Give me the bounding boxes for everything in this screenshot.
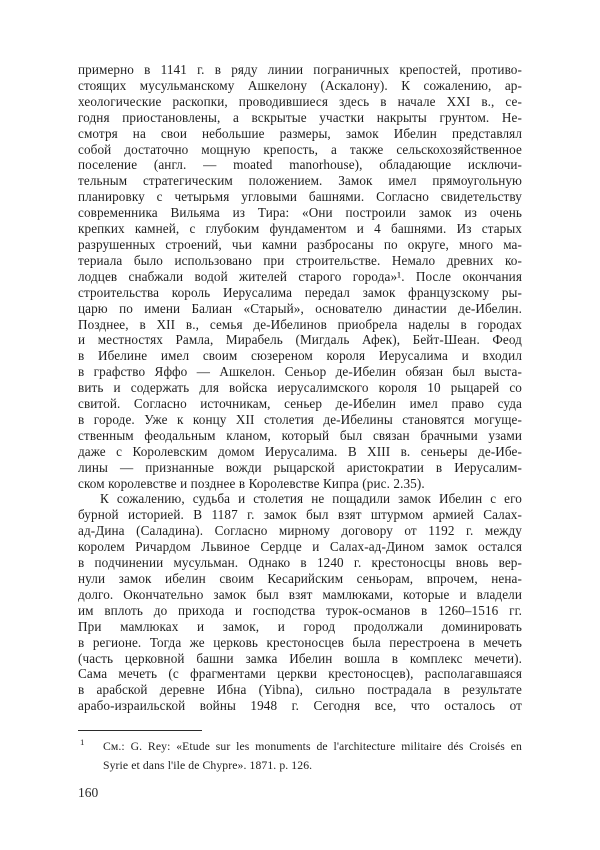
text-line: собой достаточно мощную крепость, а также сельскохозяйственное bbox=[78, 141, 522, 157]
text-line: Сама мечеть (с фрагментами церкви крестоносцев), располагавшаяся bbox=[78, 666, 522, 682]
text-line: в подчинении мусульман. Однако в 1240 г. крестоносцы вновь вер- bbox=[78, 555, 522, 571]
text-block bbox=[78, 62, 522, 714]
footnote-marker: 1 bbox=[80, 737, 85, 747]
text-line: бурной историей. В 1187 г. замок был взят штурмом армией Салах- bbox=[78, 507, 522, 523]
text-line: даже с Королевским домом Иерусалима. В XIII в. сеньеры де-Ибе- bbox=[78, 443, 522, 459]
text-line: современника Вильяма из Тира: «Они построили замок из очень bbox=[78, 205, 522, 221]
text-line: (часть церковной башни замка Ибелин вошла в комплекс мечети). bbox=[78, 650, 522, 666]
text-line: им вплоть до прихода и господства турок-османов в 1260–1516 гг. bbox=[78, 602, 522, 618]
text-line: стоящих мусульманскому Ашкелону (Аскалону). К сожалению, ар- bbox=[78, 77, 522, 93]
text-line: царю по имени Балиан «Старый», основателю династии де-Ибелин. bbox=[78, 300, 522, 316]
text-line: арабо-израильской войны 1948 г. Сегодня все, что осталось от bbox=[78, 698, 522, 714]
footnote-line: Syrie et dans l'ile de Chypre». 1871. p. 126. bbox=[103, 758, 313, 772]
text-line: планировку с четырьмя угловыми башнями. Согласно свидетельству bbox=[78, 189, 522, 205]
footnote-body bbox=[78, 738, 522, 775]
text-line: смотря на свои небольшие размеры, замок Ибелин представлял bbox=[78, 125, 522, 141]
text-line: вить и содержать для войска иерусалимского короля 10 рыцарей со bbox=[78, 380, 522, 396]
text-line: нули замок ибелин своим Кесарийским сеньорам, впрочем, нена- bbox=[78, 571, 522, 586]
text-line: примерно в 1141 г. в ряду линии пограничных крепостей, противо- bbox=[78, 62, 522, 77]
text-line: строительства король Иерусалима передал замок французскому ры- bbox=[78, 284, 522, 300]
text-line: королем Ричардом Львиное Сердце и Салах-ад-Дином замок остался bbox=[78, 539, 522, 555]
text-line: К сожалению, судьба и столетия не пощадили замок Ибелин с его bbox=[100, 491, 522, 507]
text-line: хеологические раскопки, проводившиеся здесь в начале XXI в., се- bbox=[78, 93, 522, 109]
text-line: годня приостановлены, а вскрытые участки накрыты грунтом. Не- bbox=[78, 109, 522, 125]
text-line: лодцев снабжали водой жителей старого города»¹. После окончания bbox=[78, 268, 522, 284]
text-line: териала было использовано при строительстве. Немало древних ко- bbox=[78, 252, 522, 268]
text-line: лины — признанные вожди рыцарской аристократии в Иерусалим- bbox=[78, 459, 522, 475]
text-line: ственным феодальным кланом, который был связан брачными узами bbox=[78, 427, 522, 443]
text-line: поселение (англ. — moated manorhouse), обладающие исключи- bbox=[78, 157, 522, 173]
text-line: долго. Окончательно замок был взят мамлюками, которые и владели bbox=[78, 586, 522, 602]
footnote-rule bbox=[78, 730, 202, 731]
text-line: ском королевстве и позднее в Королевстве Кипра (рис. 2.35). bbox=[78, 475, 425, 491]
text-line: и местностях Рамла, Мирабель (Мигдаль Афек), Бейт-Шеан. Феод bbox=[78, 332, 522, 348]
text-line: ад-Дина (Саладина). Согласно мирному договору от 1192 г. между bbox=[78, 523, 522, 539]
text-line: крепких камней, с глубоким фундаментом и 4 башнями. Из старых bbox=[78, 221, 522, 237]
text-line: При мамлюках и замок, и город продолжали доминировать bbox=[78, 618, 522, 634]
text-line: в графство Яффо — Ашкелон. Сеньор де-Ибелин обязан был выста- bbox=[78, 364, 522, 380]
text-line: в арабской деревне Ибна (Yibna), сильно пострадала в результате bbox=[78, 682, 522, 698]
text-line: Позднее, в XII в., семья де-Ибелинов приобрела наделы в городах bbox=[78, 316, 522, 332]
text-line: тельным стратегическим положением. Замок имел прямоугольную bbox=[78, 173, 522, 189]
footnote-line: См.: G. Rey: «Etude sur les monuments de l'architecture militaire dés Croisés en bbox=[103, 740, 522, 753]
footnote-text bbox=[103, 738, 522, 775]
text-line: свитой. Согласно источникам, сеньер де-Ибелин имел право суда bbox=[78, 396, 522, 412]
footnote bbox=[78, 730, 522, 775]
text-line: в городе. Уже к концу XII столетия де-Ибелины становятся могуще- bbox=[78, 411, 522, 427]
page-number: 160 bbox=[78, 785, 99, 800]
text-line: в регионе. Тогда же церковь крестоносцев была перестроена в мечеть bbox=[78, 634, 522, 650]
text-line: разрушенных строений, чьи камни разбросаны по округе, много ма- bbox=[78, 236, 522, 252]
text-line: в Ибелине имел своим сюзереном короля Иерусалима и входил bbox=[78, 348, 522, 364]
